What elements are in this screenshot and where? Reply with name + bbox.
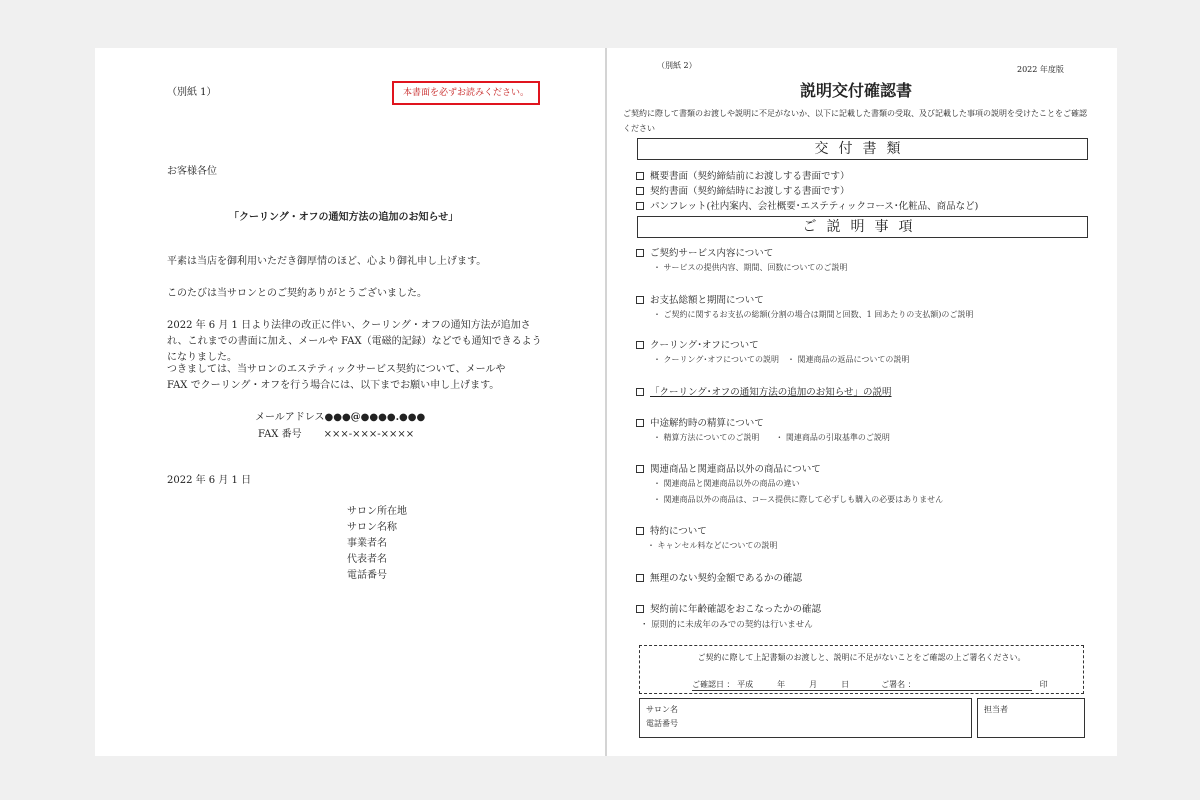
checkbox[interactable] (636, 527, 644, 535)
email-row (255, 408, 425, 423)
explanation-item: 特約について (636, 523, 707, 537)
checkbox[interactable] (636, 202, 644, 210)
checkbox[interactable] (636, 172, 644, 180)
document-item: 概要書面（契約締結前にお渡しする書面です） (636, 168, 850, 182)
notice-title: 「クーリング・オフの通知方法の追加のお知らせ」 (229, 212, 459, 223)
document-title: 説明交付確認書 (800, 81, 913, 100)
explanation-sub: ・ 関連商品と関連商品以外の商品の違い (653, 479, 800, 488)
paragraph-thanks: このたびは当サロンとのご契約ありがとうございました。 (167, 288, 427, 299)
staff-box (977, 698, 1085, 738)
checkbox[interactable] (636, 296, 644, 304)
checkbox[interactable] (636, 187, 644, 195)
checkbox[interactable] (636, 249, 644, 257)
fax-value: ×××-×××-×××× (323, 429, 415, 440)
representative-field: 代表者名 (347, 554, 387, 565)
staff-label: 担当者 (984, 705, 1008, 714)
explanation-sub: ・ ご契約に関するお支払の総額(分割の場合は期間と回数、1 回あたりの支払額)のご説明 (653, 310, 974, 319)
salon-address-field: サロン所在地 (347, 506, 407, 517)
explanation-sub: ・ 関連商品以外の商品は、コース提供に際して必ずしも購入の必要はありません (653, 495, 944, 504)
document-item: パンフレット(社内案内、会社概要･エステティックコース･化粧品、商品など) (636, 198, 978, 212)
email-value: ●●●@●●●●.●●● (324, 412, 426, 423)
explanation-item: ご契約サービス内容について (636, 245, 773, 259)
explanation-item: クーリング･オフについて (636, 337, 759, 351)
explanation-item: 無理のない契約金額であるかの確認 (636, 570, 802, 584)
confirmation-box (639, 645, 1084, 694)
salon-name-label: サロン名 (646, 705, 678, 714)
explanation-sub: ・ 精算方法についてのご説明 ・ 関連商品の引取基準のご説明 (653, 433, 890, 442)
checkbox[interactable] (636, 388, 644, 396)
checkbox[interactable] (636, 419, 644, 427)
confirmation-date-signature[interactable]: ご確認日 ： 平成 年 月 日 ご署名 ： 印 (692, 680, 1048, 689)
explanation-sub: ・ クーリング･オフについての説明 ・ 関連商品の返品についての説明 (653, 355, 910, 364)
confirmation-text: ご契約に際して上記書類のお渡しと、説明に不足がないことをご確認の上ご署名ください。 (697, 653, 1026, 662)
document-item: 契約書面（契約締結時にお渡しする書面です） (636, 183, 850, 197)
fax-label: FAX 番号 (258, 429, 302, 440)
checkbox[interactable] (636, 574, 644, 582)
checkbox[interactable] (636, 341, 644, 349)
explanation-sub: ・ サービスの提供内容、期間、回数についてのご説明 (653, 263, 848, 272)
paragraph-request: つきましては、当サロンのエステティックサービス契約について、メールや FAX でクーリング・オフを行う場合には、以下までお願い申し上げます。 (167, 364, 506, 391)
salon-name-field: サロン名称 (347, 522, 397, 533)
attachment-label-2: （別紙 2） (657, 61, 697, 70)
intro-text: ご契約に際して書類のお渡しや説明に不足がないか、以下に記載した書類の受取、及び記載した事項の説明を受けたことをご確認ください (623, 109, 1087, 133)
email-label: メールアドレス (255, 412, 325, 423)
explanation-item: お支払総額と期間について (636, 292, 764, 306)
attachment-label-1: （別紙 1） (167, 87, 217, 98)
explanation-item: 関連商品と関連商品以外の商品について (636, 461, 821, 475)
section-documents-title: 交付書類 (637, 138, 1088, 160)
addressee: お客様各位 (167, 166, 217, 177)
explanation-item: 契約前に年齢確認をおこなったかの確認 (636, 601, 821, 615)
explanation-sub: ・ キャンセル料などについての説明 (647, 541, 778, 550)
phone-label: 電話番号 (646, 719, 678, 728)
fax-row (258, 425, 414, 440)
section-explanations-title: ご説明事項 (637, 216, 1088, 238)
left-page (95, 48, 605, 756)
notice-date: 2022 年 6 月 1 日 (167, 475, 252, 486)
right-page (607, 48, 1117, 756)
explanation-sub: ・ 原則的に未成年のみでの契約は行いません (640, 620, 813, 630)
notice-box: 本書面を必ずお読みください。 (392, 81, 540, 105)
salon-info-box (639, 698, 972, 738)
paragraph-greeting: 平素は当店を御利用いただき御厚情のほど、心より御礼申し上げます。 (167, 256, 487, 267)
explanation-item: 中途解約時の精算について (636, 415, 764, 429)
checkbox[interactable] (636, 465, 644, 473)
paragraph-law-change: 2022 年 6 月 1 日より法律の改正に伴い、クーリング・オフの通知方法が追加され、これまでの書面に加え、メールや FAX（電磁的記録）などでも通知できるようになりました。 (167, 320, 542, 363)
business-name-field: 事業者名 (347, 538, 387, 549)
phone-field: 電話番号 (347, 570, 387, 581)
explanation-item: 「クーリング･オフの通知方法の追加のお知らせ」の説明 (636, 384, 892, 398)
checkbox[interactable] (636, 605, 644, 613)
edition-label: 2022 年度版 (1017, 65, 1064, 74)
